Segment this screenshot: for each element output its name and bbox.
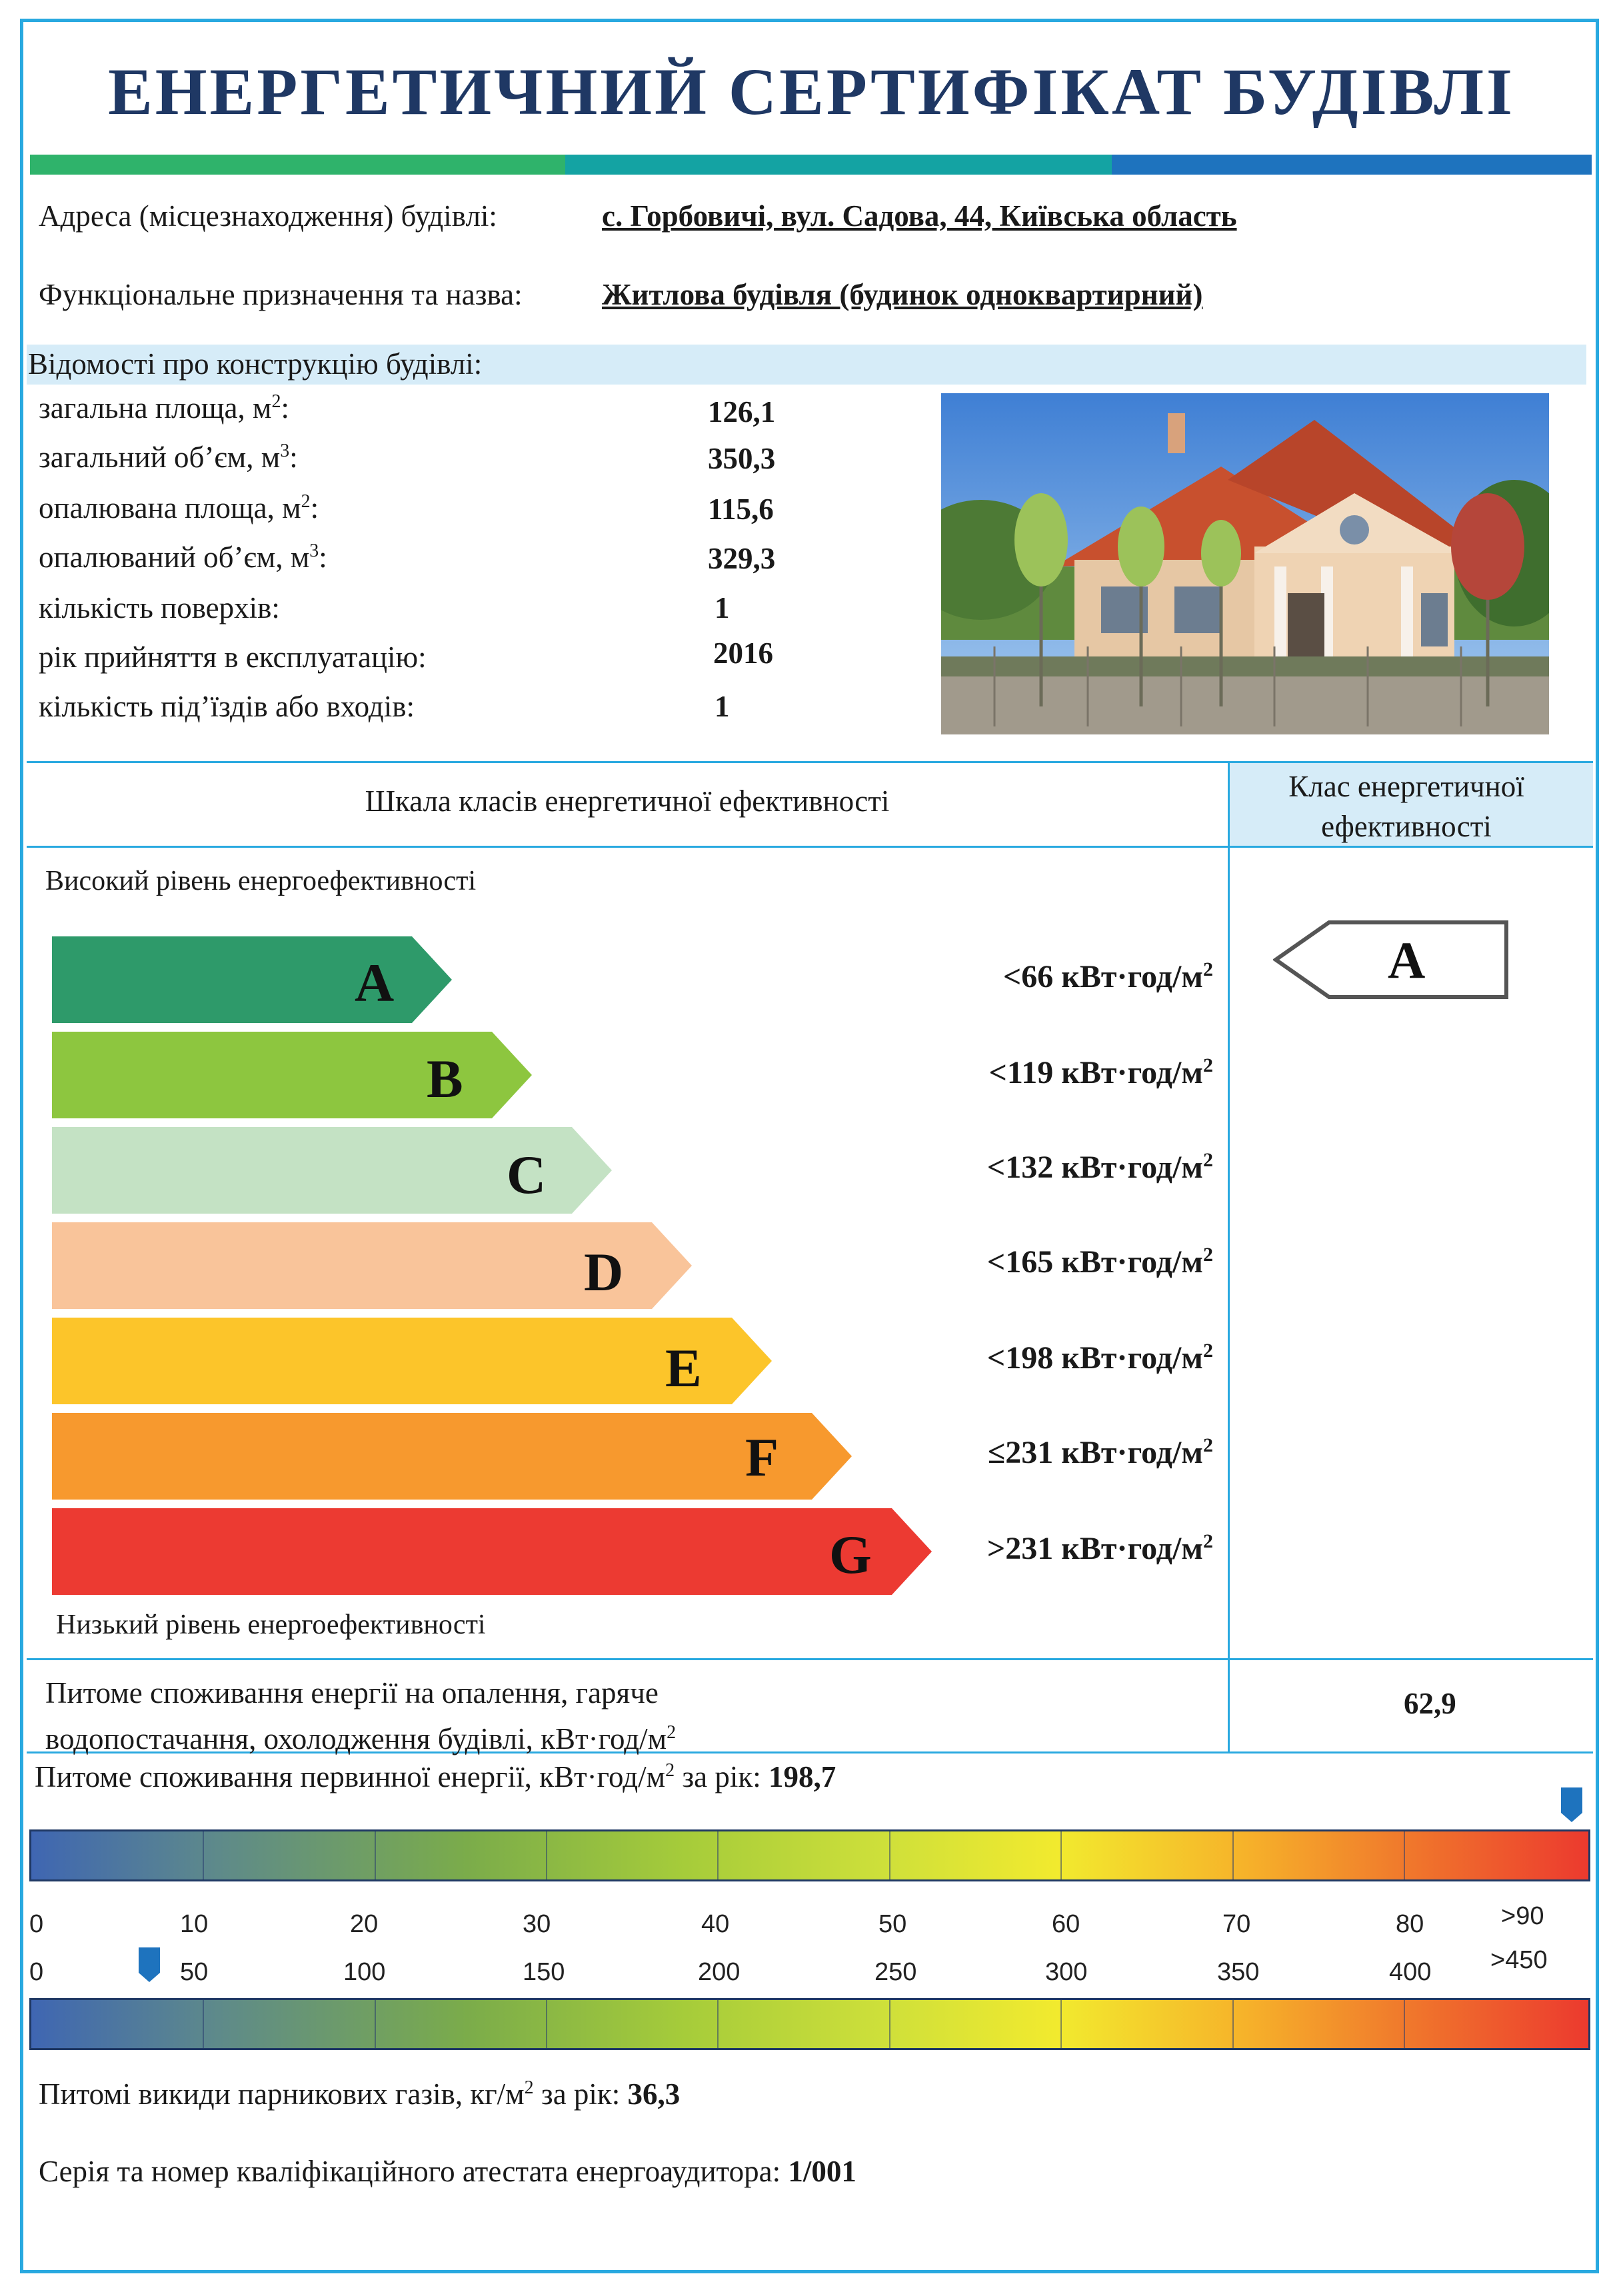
- emissions-marker: [137, 1946, 161, 1983]
- current-class-letter: A: [1388, 931, 1426, 989]
- scale-segment-divider: [1232, 1831, 1234, 1879]
- scale-segment-divider: [546, 1831, 547, 1879]
- class-heading: Клас енергетичної ефективності: [1288, 770, 1524, 843]
- emissions-scale: [29, 1998, 1590, 2050]
- scale-segment-divider: [375, 1831, 376, 1879]
- total-volume-label: загальний об’єм, м: [39, 441, 281, 474]
- primary-tick: 50: [878, 1910, 907, 1938]
- emissions-tick: 250: [874, 1958, 917, 1986]
- class-bar-e: [52, 1318, 772, 1404]
- scale-segment-divider: [1404, 1831, 1405, 1879]
- threshold-e: <198 $кВт\cdot год/м^2$: [986, 1340, 1213, 1376]
- heated-volume-value: 329,3: [708, 542, 776, 575]
- emissions-tick: 300: [1045, 1958, 1088, 1986]
- total-volume-value: 350,3: [708, 442, 776, 475]
- scale-segment-divider: [717, 1831, 719, 1879]
- primary-energy-marker: [1560, 1786, 1584, 1823]
- class-letter-e: E: [665, 1338, 702, 1398]
- emissions-tick: >450: [1490, 1946, 1548, 1974]
- total-area-value: 126,1: [708, 395, 776, 429]
- emissions-value: 36,3: [627, 2077, 681, 2111]
- scale-segment-divider: [375, 2000, 376, 2048]
- heated-volume-label: опалюваний об’єм, м: [39, 541, 310, 574]
- emissions-tick: 50: [180, 1958, 209, 1986]
- class-letter-f: F: [745, 1427, 779, 1488]
- primary-tick: 60: [1052, 1910, 1080, 1938]
- threshold-a: <66 $кВт\cdot год/м^2$: [1002, 958, 1213, 994]
- construction-heading: Відомості про конструкцію будівлі:: [28, 347, 483, 381]
- address-label: Адреса (місцезнаходження) будівлі:: [39, 199, 497, 233]
- scale-segment-divider: [717, 2000, 719, 2048]
- auditor-label: Серія та номер кваліфікаційного атестата енергоаудитора: 1/001: [39, 2155, 856, 2188]
- primary-energy-label: Питоме споживання первинної енергії, $кВт\cdot год/м^2$ за рік: 198,7: [35, 1760, 836, 1793]
- purpose-value: Житлова будівля (будинок одноквартирний): [602, 278, 1203, 311]
- primary-tick: 80: [1396, 1910, 1424, 1938]
- total-area-label: загальна площа, м: [39, 391, 272, 425]
- class-letter-c: C: [507, 1144, 547, 1205]
- primary-energy-value: 198,7: [768, 1760, 836, 1793]
- threshold-d: <165 $кВт\cdot год/м^2$: [986, 1244, 1213, 1280]
- class-bar-g: [52, 1508, 932, 1595]
- purpose-label: Функціональне призначення та назва:: [39, 278, 523, 311]
- primary-tick: 20: [350, 1910, 379, 1938]
- emissions-tick: 0: [29, 1958, 44, 1986]
- scale-segment-divider: [546, 2000, 547, 2048]
- scale-segment-divider: [1232, 2000, 1234, 2048]
- page-title: ЕНЕРГЕТИЧНИЙ СЕРТИФІКАТ БУДІВЛІ: [108, 55, 1515, 129]
- primary-tick: 40: [701, 1910, 730, 1938]
- primary-tick: >90: [1501, 1902, 1544, 1930]
- scale-segment-divider: [203, 2000, 204, 2048]
- class-letter-a: A: [355, 952, 395, 1013]
- auditor-value: 1/001: [788, 2155, 856, 2188]
- threshold-g: >231 $кВт\cdot год/м^2$: [986, 1530, 1213, 1566]
- primary-energy-scale: [29, 1829, 1590, 1881]
- primary-tick: 0: [29, 1910, 44, 1938]
- consumption-label: Питоме споживання енергії на опалення, гаряче водопостачання, охолодження будівлі, $кВт\cdot год/м^2$: [45, 1676, 677, 1755]
- emissions-label: Питомі викиди парникових газів, $кг/м^2$ за рік: 36,3: [39, 2077, 681, 2111]
- class-bar-f: [52, 1413, 852, 1500]
- scale-segment-divider: [1060, 1831, 1062, 1879]
- year-value: 2016: [713, 636, 773, 670]
- entrances-value: 1: [715, 690, 730, 723]
- threshold-f: ≤231 $кВт\cdot год/м^2$: [987, 1434, 1213, 1470]
- emissions-tick: 150: [523, 1958, 565, 1986]
- scale-segment-divider: [203, 1831, 204, 1879]
- year-label: рік прийняття в експлуатацію:: [39, 640, 427, 674]
- scale-segment-divider: [1060, 2000, 1062, 2048]
- consumption-value: 62,9: [1404, 1687, 1456, 1720]
- entrances-label: кількість під’їздів або входів:: [39, 690, 415, 723]
- class-letter-g: G: [829, 1524, 872, 1585]
- emissions-tick: 200: [698, 1958, 741, 1986]
- primary-tick: 70: [1222, 1910, 1251, 1938]
- emissions-tick: 350: [1217, 1958, 1260, 1986]
- threshold-c: <132 $кВт\cdot год/м^2$: [986, 1149, 1213, 1185]
- high-efficiency-label: Високий рівень енергоефективності: [45, 866, 477, 896]
- floors-label: кількість поверхів:: [39, 591, 280, 624]
- scale-segment-divider: [1404, 2000, 1405, 2048]
- threshold-b: <119 $кВт\cdot год/м^2$: [988, 1054, 1213, 1090]
- primary-tick: 10: [180, 1910, 209, 1938]
- scale-heading: Шкала класів енергетичної ефективності: [365, 784, 890, 818]
- address-value: с. Горбовичі, вул. Садова, 44, Київська область: [602, 199, 1237, 233]
- floors-value: 1: [715, 591, 730, 624]
- emissions-tick: 100: [343, 1958, 386, 1986]
- scale-segment-divider: [889, 2000, 890, 2048]
- class-letter-b: B: [427, 1048, 463, 1109]
- low-efficiency-label: Низький рівень енергоефективності: [56, 1610, 486, 1640]
- primary-tick: 30: [523, 1910, 551, 1938]
- emissions-tick: 400: [1389, 1958, 1432, 1986]
- scale-segment-divider: [889, 1831, 890, 1879]
- class-letter-d: D: [584, 1242, 624, 1302]
- heated-area-label: опалювана площа, м: [39, 491, 301, 525]
- heated-area-value: 115,6: [708, 493, 774, 526]
